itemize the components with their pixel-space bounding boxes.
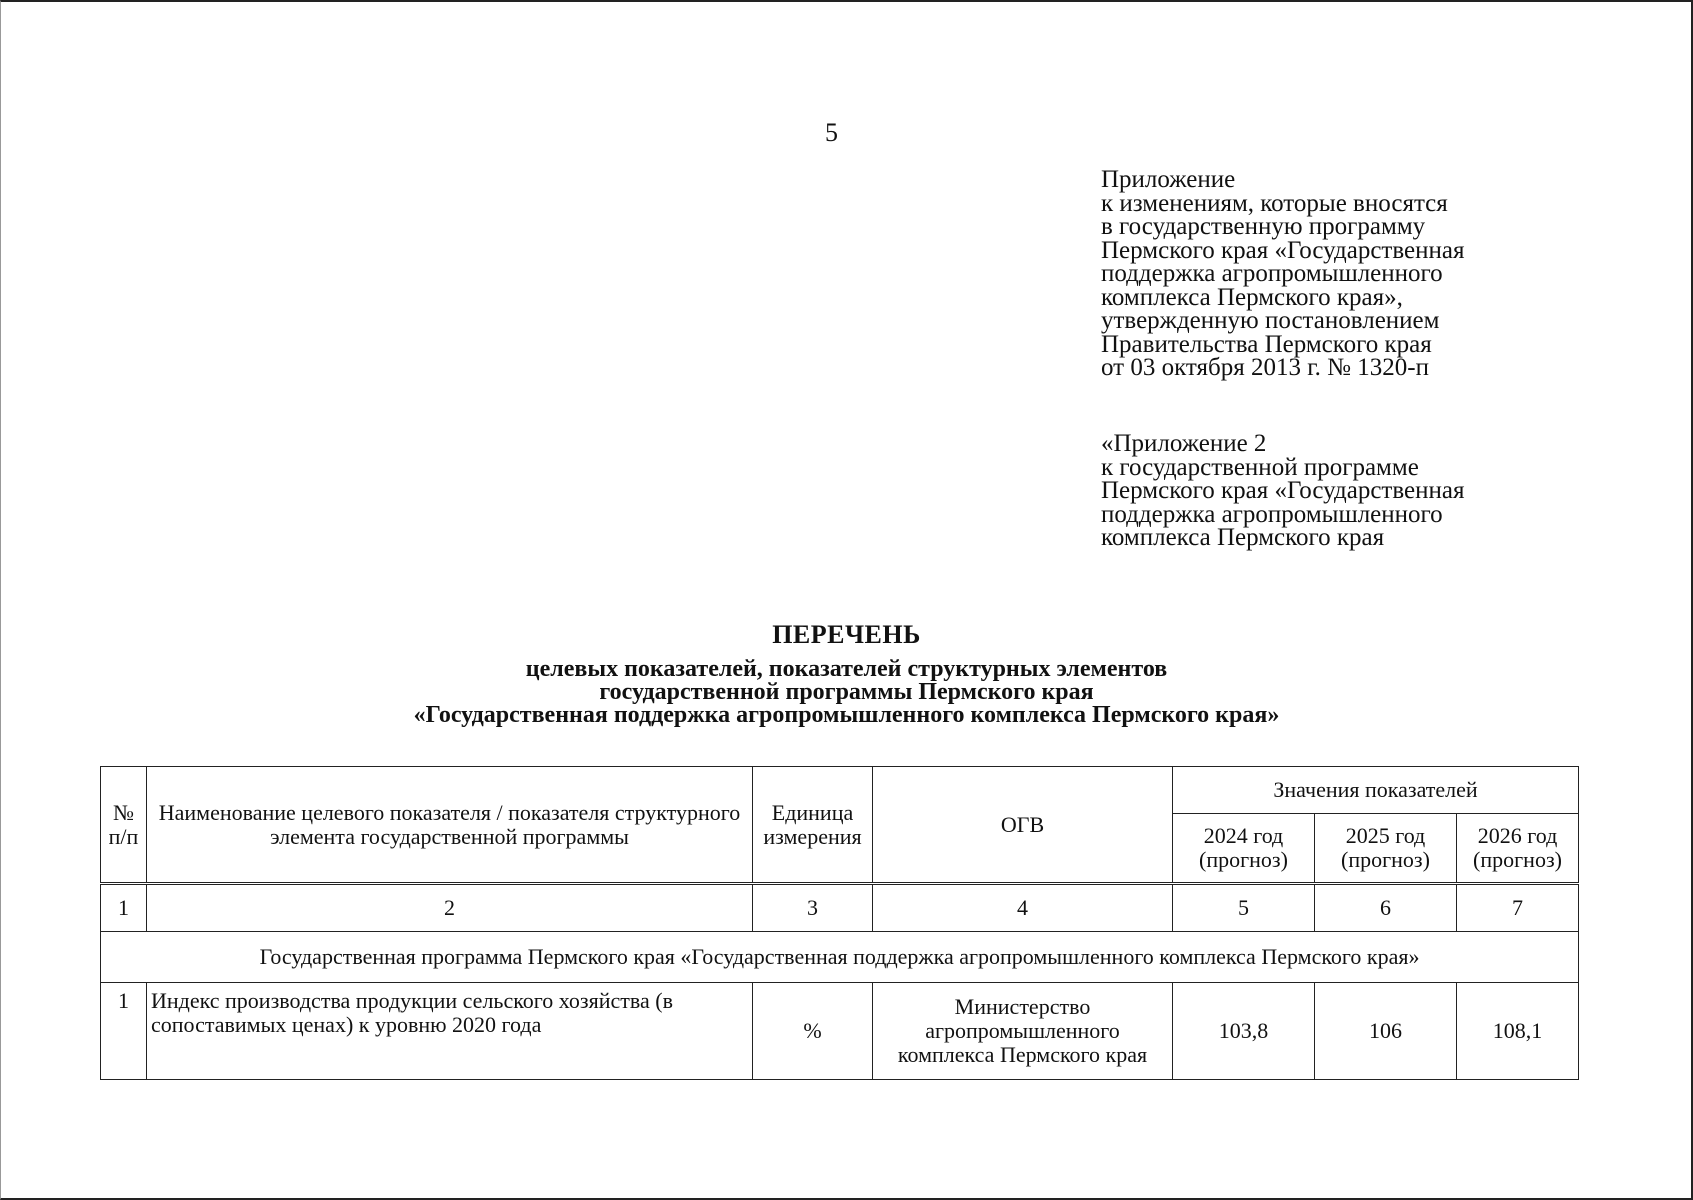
header-num: № п/п bbox=[101, 767, 147, 884]
column-number: 7 bbox=[1457, 884, 1579, 932]
header-unit: Единица измерения bbox=[753, 767, 873, 884]
header-year-2026: 2026 год (прогноз) bbox=[1457, 814, 1579, 884]
column-number: 1 bbox=[101, 884, 147, 932]
subtitle-line: государственной программы Пермского края bbox=[599, 679, 1094, 705]
header-values-group: Значения показателей bbox=[1173, 767, 1579, 814]
table-row bbox=[101, 983, 1579, 1080]
subtitle-line: целевых показателей, показателей структурных элементов bbox=[525, 656, 1168, 682]
row-ogv: Министерство агропромышленного комплекса Пермского края bbox=[873, 983, 1173, 1080]
appendix-line: Правительства Пермского края bbox=[1101, 330, 1432, 358]
row-value-2026: 108,1 bbox=[1457, 983, 1579, 1080]
indicators-table bbox=[100, 766, 1579, 1080]
column-number: 6 bbox=[1315, 884, 1457, 932]
header-ogv: ОГВ bbox=[873, 767, 1173, 884]
appendix-attachment-note bbox=[1101, 168, 1464, 380]
document-subtitle bbox=[0, 658, 1693, 727]
appendix-line: Пермского края «Государственная bbox=[1101, 477, 1465, 504]
row-unit: % bbox=[753, 983, 873, 1080]
row-value-2024: 103,8 bbox=[1173, 983, 1315, 1080]
appendix-line: от 03 октября 2013 г. № 1320-п bbox=[1101, 354, 1429, 381]
appendix-line: Пермского края «Государственная bbox=[1101, 236, 1465, 264]
appendix-line: комплекса Пермского края», bbox=[1101, 283, 1403, 311]
appendix-line: к изменениям, которые вносятся bbox=[1101, 189, 1448, 217]
appendix-line: к государственной программе bbox=[1101, 453, 1419, 481]
row-value-2025: 106 bbox=[1315, 983, 1457, 1080]
subtitle-line: «Государственная поддержка агропромышленного комплекса Пермского края» bbox=[413, 702, 1280, 728]
appendix-line: в государственную программу bbox=[1101, 213, 1426, 240]
header-row bbox=[101, 767, 1579, 814]
document-title: ПЕРЕЧЕНЬ bbox=[772, 620, 921, 649]
column-number: 3 bbox=[753, 884, 873, 932]
column-number: 2 bbox=[147, 884, 753, 932]
header-year-2024: 2024 год (прогноз) bbox=[1173, 814, 1315, 884]
appendix-line: комплекса Пермского края bbox=[1101, 524, 1385, 551]
section-title: Государственная программа Пермского края «Государственная поддержка агропромышленного комплекса Пермского края» bbox=[101, 932, 1579, 983]
page-number: 5 bbox=[825, 118, 838, 147]
appendix-line: утвержденную постановлением bbox=[1101, 307, 1440, 334]
header-name: Наименование целевого показателя / показателя структурного элемента государственной программы bbox=[147, 767, 753, 884]
header-year-2025: 2025 год (прогноз) bbox=[1315, 814, 1457, 884]
appendix-line: «Приложение 2 bbox=[1101, 430, 1267, 457]
column-number: 4 bbox=[873, 884, 1173, 932]
appendix-line: Приложение bbox=[1101, 166, 1236, 193]
row-name: Индекс производства продукции сельского хозяйства (в сопоставимых ценах) к уровню 2020 года bbox=[147, 983, 753, 1080]
section-row bbox=[101, 932, 1579, 983]
appendix-line: поддержка агропромышленного bbox=[1101, 260, 1443, 287]
column-number: 5 bbox=[1173, 884, 1315, 932]
appendix-line: поддержка агропромышленного bbox=[1101, 500, 1443, 528]
appendix-2-note bbox=[1101, 432, 1464, 550]
column-numbers-row bbox=[101, 884, 1579, 932]
row-num: 1 bbox=[101, 983, 147, 1080]
